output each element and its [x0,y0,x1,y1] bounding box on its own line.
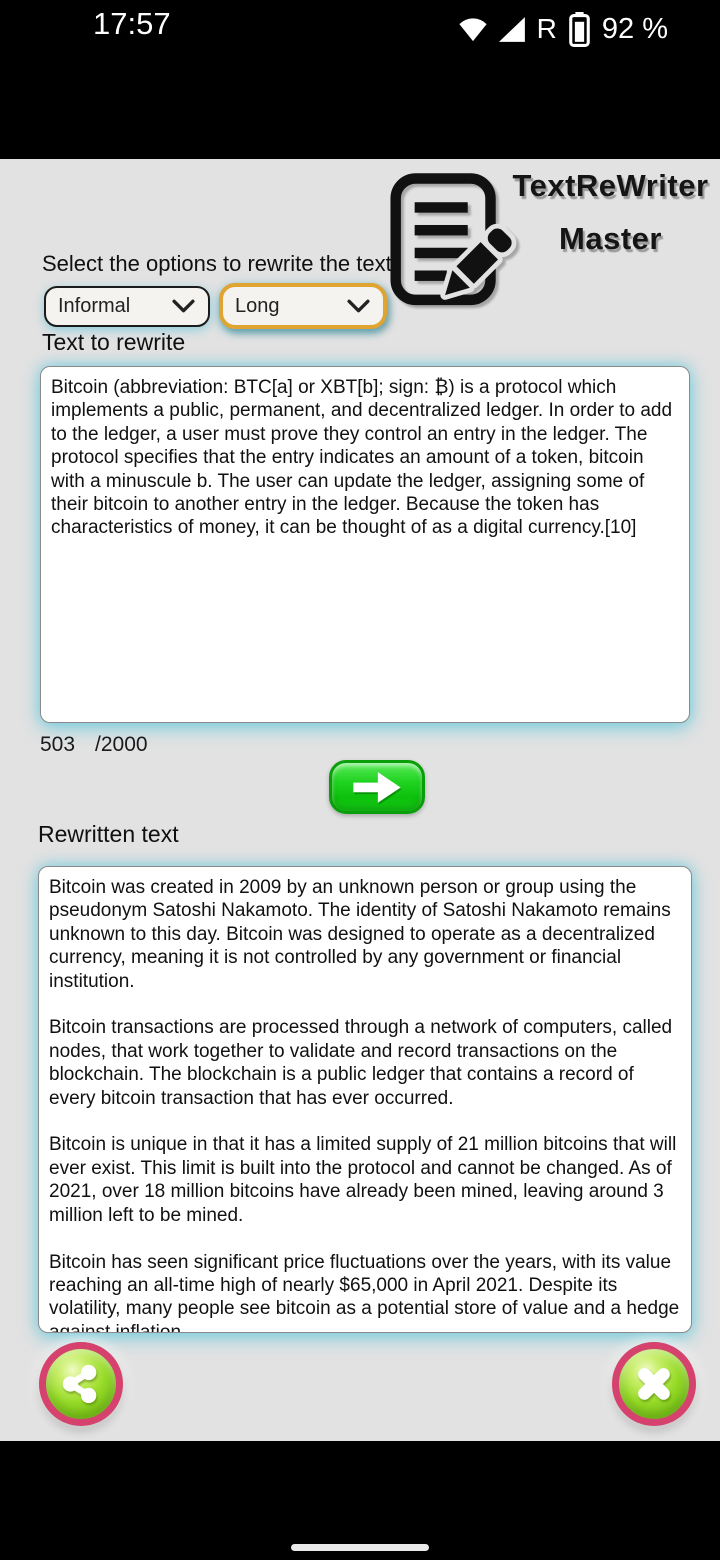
app-title-line1: TextReWriter [512,168,709,203]
document-pencil-icon [390,170,518,316]
chevron-down-icon [171,299,196,314]
char-count: 503 [40,733,76,756]
status-icons [458,8,668,50]
roaming-indicator: R [536,13,557,44]
rewritten-text-output[interactable] [38,866,692,1333]
arrow-right-icon [346,766,408,808]
chevron-down-icon [346,299,371,314]
style-dropdown-value: Informal [58,295,131,317]
style-dropdown[interactable] [44,286,210,327]
char-counter [40,733,148,757]
text-to-rewrite-input[interactable] [40,366,690,723]
length-dropdown-value: Long [235,294,280,317]
options-label: Select the options to rewrite the text [42,251,392,276]
rewritten-text-label: Rewritten text [38,821,179,847]
gesture-nav-bar [0,1441,720,1560]
share-icon [58,1361,104,1407]
length-dropdown[interactable] [219,283,387,329]
status-bar [0,0,720,159]
battery-icon [568,12,591,47]
share-button[interactable] [39,1342,123,1426]
text-to-rewrite-label: Text to rewrite [42,329,186,355]
char-limit: /2000 [95,733,148,756]
status-time: 17:57 [93,6,171,41]
home-indicator[interactable] [291,1544,429,1551]
rewrite-button[interactable] [329,760,425,814]
battery-percent: 92 % [601,12,668,45]
close-button[interactable] [612,1342,696,1426]
wifi-icon [458,16,488,42]
close-icon [631,1361,677,1407]
app-title-line2: Master [559,221,662,256]
app-title [503,168,718,257]
cellular-signal-icon [499,17,526,42]
